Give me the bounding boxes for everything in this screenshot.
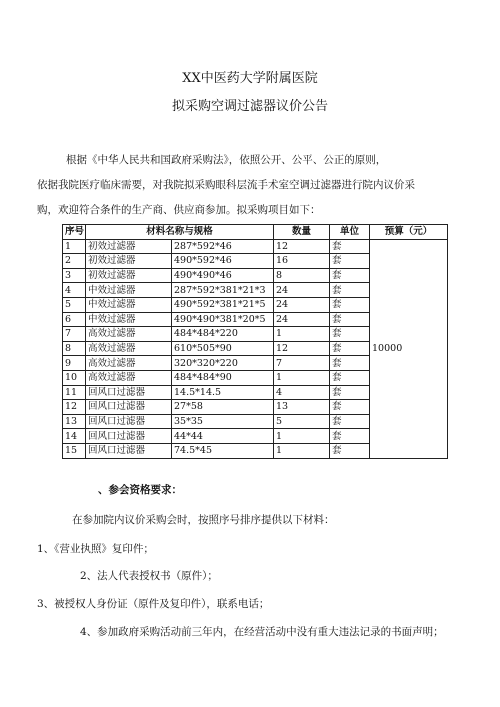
row-qty: 5 bbox=[274, 414, 330, 429]
row-unit: 套 bbox=[330, 297, 370, 312]
row-qty: 1 bbox=[274, 443, 330, 458]
row-spec: 74.5*45 bbox=[172, 443, 274, 458]
requirement-item-2: 2、法人代表授权书（原件）； bbox=[80, 570, 218, 582]
hospital-name: XX中医药大学附属医院 bbox=[182, 71, 318, 86]
requirement-item-3: 3、被授权人身份证（原件及复印件），联系电话； bbox=[37, 598, 270, 610]
header-name-spec: 材料名称与规格 bbox=[86, 225, 274, 240]
row-no: 13 bbox=[63, 414, 86, 429]
row-qty: 24 bbox=[274, 283, 330, 298]
row-name: 回风口过滤器 bbox=[86, 429, 172, 444]
row-qty: 1 bbox=[274, 429, 330, 444]
requirements-heading: 、参会资格要求： bbox=[98, 484, 182, 496]
notice-title: 拟采购空调过滤器议价公告 bbox=[171, 99, 328, 114]
row-spec: 27*58 bbox=[172, 400, 274, 415]
row-unit: 套 bbox=[330, 429, 370, 444]
row-name: 回风口过滤器 bbox=[86, 400, 172, 415]
requirements-lead: 在参加院内议价采购会时，按照序号排序提供以下材料： bbox=[72, 514, 335, 526]
table-row bbox=[63, 239, 448, 254]
row-no: 1 bbox=[63, 239, 86, 254]
row-spec: 490*592*381*21*5 bbox=[172, 297, 274, 312]
row-qty: 12 bbox=[274, 341, 330, 356]
row-name: 回风口过滤器 bbox=[86, 414, 172, 429]
budget-total: 10000 bbox=[370, 239, 448, 458]
row-spec: 320*320*220 bbox=[172, 356, 274, 371]
intro-line-2: 依据我院医疗临床需要，对我院拟采购眼科层流手术室空调过滤器进行院内议价采 bbox=[37, 179, 415, 191]
row-unit: 套 bbox=[330, 254, 370, 269]
row-no: 12 bbox=[63, 400, 86, 415]
row-unit: 套 bbox=[330, 356, 370, 371]
row-qty: 7 bbox=[274, 356, 330, 371]
row-spec: 484*484*220 bbox=[172, 327, 274, 342]
row-unit: 套 bbox=[330, 414, 370, 429]
row-spec: 484*484*90 bbox=[172, 370, 274, 385]
row-no: 9 bbox=[63, 356, 86, 371]
row-spec: 610*505*90 bbox=[172, 341, 274, 356]
row-qty: 24 bbox=[274, 297, 330, 312]
row-qty: 16 bbox=[274, 254, 330, 269]
row-unit: 套 bbox=[330, 341, 370, 356]
header-unit: 单位 bbox=[330, 225, 370, 240]
row-qty: 12 bbox=[274, 239, 330, 254]
row-no: 8 bbox=[63, 341, 86, 356]
row-spec: 35*35 bbox=[172, 414, 274, 429]
header-no: 序号 bbox=[63, 225, 86, 240]
row-qty: 8 bbox=[274, 268, 330, 283]
row-qty: 1 bbox=[274, 327, 330, 342]
table-header-row bbox=[63, 225, 448, 240]
row-spec: 490*490*381*20*5 bbox=[172, 312, 274, 327]
row-qty: 1 bbox=[274, 370, 330, 385]
header-budget: 预算（元） bbox=[370, 225, 448, 240]
row-no: 5 bbox=[63, 297, 86, 312]
row-name: 高效过滤器 bbox=[86, 327, 172, 342]
row-unit: 套 bbox=[330, 312, 370, 327]
row-name: 高效过滤器 bbox=[86, 370, 172, 385]
intro-line-3: 购，欢迎符合条件的生产商、供应商参加。拟采购项目如下： bbox=[37, 204, 321, 216]
row-no: 6 bbox=[63, 312, 86, 327]
row-unit: 套 bbox=[330, 370, 370, 385]
procurement-table bbox=[62, 224, 448, 459]
row-unit: 套 bbox=[330, 385, 370, 400]
row-name: 初效过滤器 bbox=[86, 239, 172, 254]
row-no: 2 bbox=[63, 254, 86, 269]
row-no: 4 bbox=[63, 283, 86, 298]
requirement-item-1: 1、《营业执照》复印件； bbox=[37, 543, 154, 555]
row-spec: 490*592*46 bbox=[172, 254, 274, 269]
row-no: 3 bbox=[63, 268, 86, 283]
row-qty: 24 bbox=[274, 312, 330, 327]
requirement-item-4: 4、参加政府采购活动前三年内，在经营活动中没有重大违法记录的书面声明； bbox=[80, 626, 444, 638]
row-no: 11 bbox=[63, 385, 86, 400]
row-spec: 44*44 bbox=[172, 429, 274, 444]
row-no: 14 bbox=[63, 429, 86, 444]
row-spec: 287*592*381*21*3 bbox=[172, 283, 274, 298]
row-unit: 套 bbox=[330, 327, 370, 342]
row-spec: 490*490*46 bbox=[172, 268, 274, 283]
row-name: 回风口过滤器 bbox=[86, 443, 172, 458]
row-unit: 套 bbox=[330, 268, 370, 283]
row-name: 初效过滤器 bbox=[86, 268, 172, 283]
row-spec: 14.5*14.5 bbox=[172, 385, 274, 400]
row-unit: 套 bbox=[330, 239, 370, 254]
row-qty: 4 bbox=[274, 385, 330, 400]
row-name: 高效过滤器 bbox=[86, 341, 172, 356]
row-no: 7 bbox=[63, 327, 86, 342]
row-qty: 13 bbox=[274, 400, 330, 415]
row-name: 初效过滤器 bbox=[86, 254, 172, 269]
row-name: 回风口过滤器 bbox=[86, 385, 172, 400]
row-name: 中效过滤器 bbox=[86, 312, 172, 327]
row-unit: 套 bbox=[330, 400, 370, 415]
row-unit: 套 bbox=[330, 443, 370, 458]
row-no: 15 bbox=[63, 443, 86, 458]
header-qty: 数量 bbox=[274, 225, 330, 240]
row-name: 中效过滤器 bbox=[86, 297, 172, 312]
row-spec: 287*592*46 bbox=[172, 239, 274, 254]
row-name: 高效过滤器 bbox=[86, 356, 172, 371]
intro-line-1: 根据《中华人民共和国政府采购法》，依照公开、公平、公正的原则， bbox=[66, 154, 387, 166]
row-unit: 套 bbox=[330, 283, 370, 298]
row-no: 10 bbox=[63, 370, 86, 385]
row-name: 中效过滤器 bbox=[86, 283, 172, 298]
